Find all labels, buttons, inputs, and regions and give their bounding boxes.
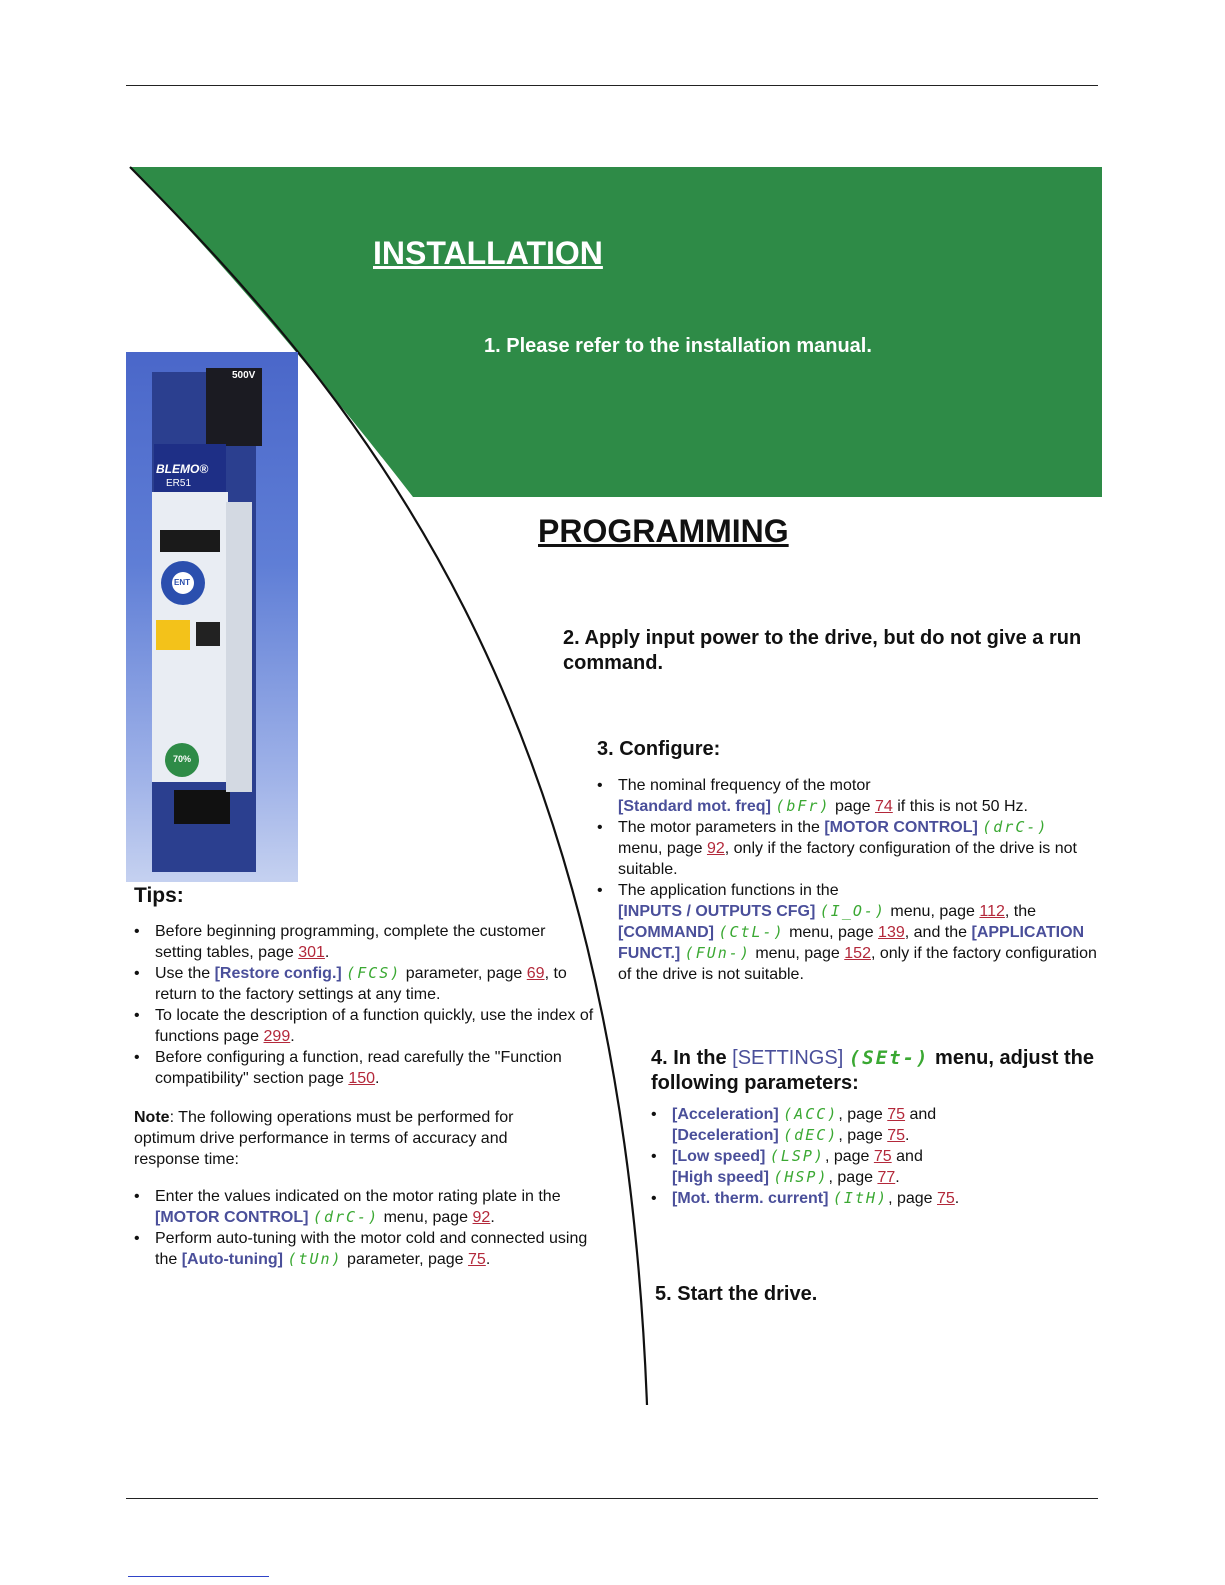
note-paragraph: Note: The following operations must be performed for optimum drive performance in terms of accuracy and response time: [134,1109,514,1168]
programming-title: PROGRAMMING [538,513,789,549]
step-4-item-speed: • [Low speed] (LSP), page 75 and [High speed] (HSP), page 77. [651,1146,1091,1188]
drive-display [160,530,220,552]
link-page-92[interactable]: 92 [706,840,725,857]
drive-badge: 70% [173,754,192,764]
link-page-75[interactable]: 75 [887,1106,906,1123]
menu-settings: [SETTINGS] [732,1047,844,1069]
drive-voltage: 500V [232,370,256,381]
link-page-75[interactable]: 75 [887,1127,906,1144]
code-ctl: (CtL-) [718,923,785,941]
footer-link-underline[interactable] [128,1576,269,1577]
tips-heading: Tips: [134,884,184,907]
code-tun: (tUn) [287,1250,343,1268]
installation-title: INSTALLATION [373,235,603,271]
menu-inputs-outputs: [INPUTS / OUTPUTS CFG] [618,903,816,920]
menu-standard-mot-freq: [Standard mot. freq] [618,798,771,815]
code-bfr: (bFr) [775,797,831,815]
step-3-item-2: • The motor parameters in the [MOTOR CONTROL] (drC-) menu, page 92, only if the factory configuration of the drive is not suitable. [597,817,1097,880]
note-list [134,1186,596,1270]
step-1: 1. Please refer to the installation manual. [484,335,872,357]
code-set: (SEt-) [848,1047,930,1069]
rj45-port [196,622,220,646]
footer-rule [126,1498,1098,1499]
link-page-69[interactable]: 69 [526,965,545,982]
tip-4: • Before configuring a function, read carefully the "Function compatibility" section page 150. [134,1047,596,1089]
step-3-item-1: • The nominal frequency of the motor [Standard mot. freq] (bFr) page 74 if this is not 50 Hz. [597,775,1097,817]
note-item-2: • Perform auto-tuning with the motor cold and connected using the [Auto-tuning] (tUn) parameter, page 75. [134,1228,596,1270]
menu-command: [COMMAND] [618,924,714,941]
menu-application-funct: [APPLICATION FUNCT.] [618,924,1085,962]
link-page-74[interactable]: 74 [875,798,893,815]
code-fcs: (FCS) [346,964,402,982]
tips-list [134,921,596,1089]
note-item-1: • Enter the values indicated on the motor rating plate in the [MOTOR CONTROL] (drC-) menu, page 92. [134,1186,596,1228]
step-2: 2. Apply input power to the drive, but do not give a run command. [563,627,1082,674]
link-page-301[interactable]: 301 [298,944,325,961]
code-drc: (drC-) [312,1208,380,1226]
warning-label [156,620,190,650]
link-page-75[interactable]: 75 [468,1251,486,1268]
step-4-heading: 4. In the [SETTINGS] (SEt-) menu, adjust the following parameters: [651,1047,1094,1094]
step-3-item-3: • The application functions in the [INPUTS / OUTPUTS CFG] (I_O-) menu, page 112, the [COMMAND] (CtL-) menu, page 139, and the [APPLICATION FUNCT.] (FUn-) menu, page 152, only if the factory configuration of the drive is not suitable. [597,880,1097,985]
drive-brand: BLEMO® [156,462,209,476]
link-page-75[interactable]: 75 [873,1148,892,1165]
menu-auto-tuning: [Auto-tuning] [181,1251,283,1268]
drive-model: ER51 [166,478,192,489]
terminal-block [174,790,230,824]
menu-restore-config: [Restore config.] [214,965,342,982]
link-page-77[interactable]: 77 [877,1169,896,1186]
note-label: Note [134,1109,170,1126]
code-io: (I_O-) [819,902,886,920]
tip-1: • Before beginning programming, complete the customer setting tables, page 301. [134,921,596,963]
link-page-150[interactable]: 150 [348,1070,376,1087]
code-drc: (drC-) [982,818,1049,836]
link-page-92[interactable]: 92 [472,1209,491,1226]
link-page-152[interactable]: 152 [844,945,871,962]
drive-illustration [126,352,298,882]
step-5: 5. Start the drive. [655,1283,818,1305]
link-page-75[interactable]: 75 [937,1190,955,1207]
step-4-item-acc-dec: • [Acceleration] (ACC), page 75 and [Deceleration] (dEC), page 75. [651,1104,1091,1146]
link-page-112[interactable]: 112 [979,903,1005,920]
menu-motor-control: [MOTOR CONTROL] [824,819,978,836]
link-page-139[interactable]: 139 [878,924,905,941]
drive-ent-label: ENT [174,578,190,587]
menu-motor-control: [MOTOR CONTROL] [155,1209,309,1226]
drive-photo [126,352,298,882]
step-3-list [597,775,1097,985]
drive-side [226,502,252,792]
tip-2: • Use the [Restore config.] (FCS) parameter, page 69, to return to the factory settings at any time. [134,963,596,1005]
step-4-item-therm: • [Mot. therm. current] (ItH), page 75. [651,1188,1091,1209]
link-page-299[interactable]: 299 [263,1028,291,1045]
step-3-heading: 3. Configure: [597,738,721,760]
tip-3: • To locate the description of a function quickly, use the index of functions page 299. [134,1005,596,1047]
code-fun: (FUn-) [684,944,751,962]
step-4-list [651,1104,1091,1209]
